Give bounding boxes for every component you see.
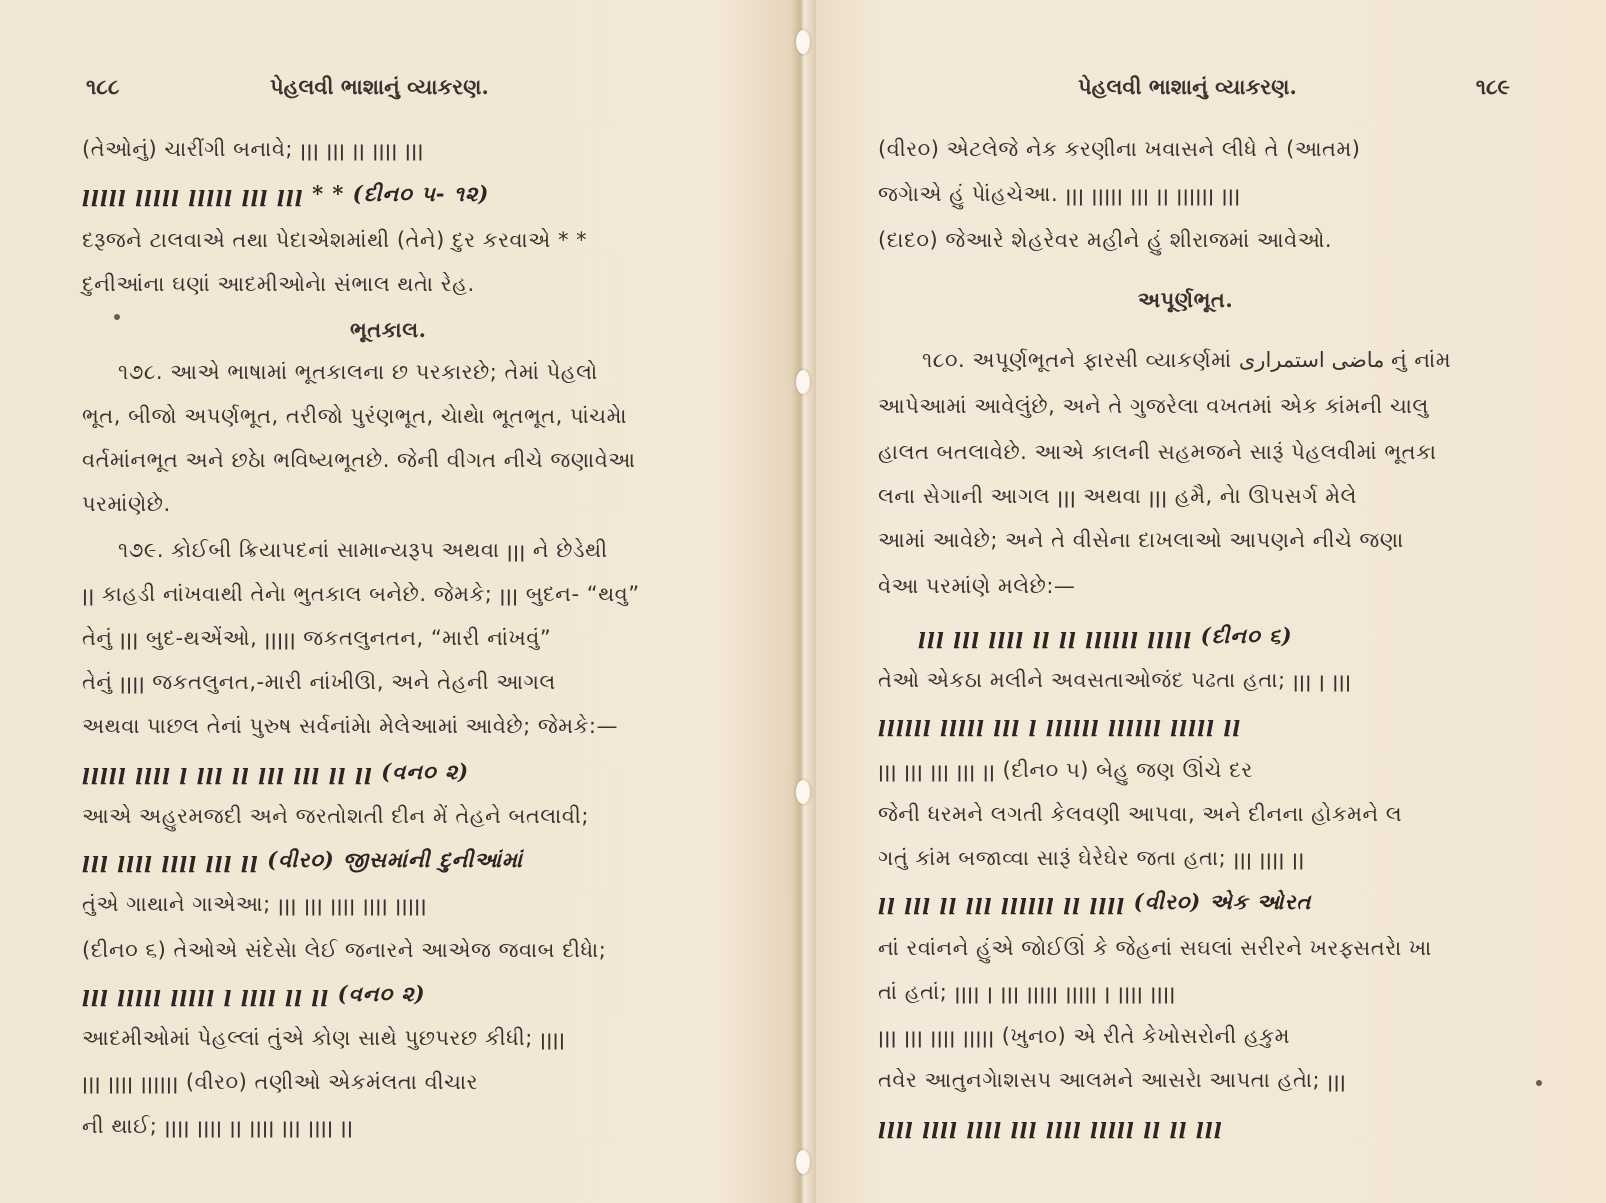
- text-line: ૧૭૮. આએ ભાષામાં ભૂતકાલના છ પરકારછે; તેમાં પેહલો: [118, 360, 598, 384]
- text-line: આમાં આવેછે; અને તે વીસેના દાખલાઓ આપણને નીચે જણા: [878, 528, 1404, 552]
- text-line: તેઓ એકઠા મલીને અવસતાઓજંદ પઢતા હતા; ꞁꞁꞁ ꞁ ꞁꞁꞁ: [878, 668, 1352, 692]
- text-line: વેઆ પરમાંણે મલેછે:—: [878, 574, 1076, 598]
- text-line: ꞁꞁꞁ ꞁꞁꞁ ꞁꞁꞁ ꞁꞁꞁ ꞁꞁ (દીન૦ ૫) બેહુ જણ ઊંચે દર: [878, 758, 1253, 782]
- text-line: દુનીઆંના ઘણાં આદમીઓનેા સંભાલ થતેા રેહ.: [82, 272, 475, 296]
- text-line: ꞁꞁꞁ ꞁꞁꞁ ꞁꞁꞁꞁ ꞁꞁꞁꞁꞁ (ખુન૦) એ રીતે કેખોસરોની હકુમ: [878, 1024, 1290, 1048]
- text-line: ꞁꞁꞁꞁ ꞁꞁꞁꞁ ꞁꞁꞁꞁ ꞁꞁꞁ ꞁꞁꞁꞁ ꞁꞁꞁꞁꞁ ꞁꞁ ꞁꞁ ꞁꞁꞁ: [878, 1113, 1223, 1138]
- page-number: ૧૮૮: [86, 74, 120, 99]
- text-line: આદમીઓમાં પેહલ્લાં તુંએ કોણ સાથે પુછપરછ કીધી; ꞁꞁꞁꞁ: [82, 1026, 566, 1050]
- section-heading: ભૂતકાલ.: [350, 317, 427, 342]
- text-line: વર્તમાંનભૂત અને છઠેા ભવિષ્યભૂતછે. જેની વીગત નીચે જણાવેઆ: [82, 448, 636, 472]
- text-line: ꞁꞁ કાહડી નાંખવાથી તેનેા ભુતકાલ બનેછે. જેમકે; ꞁꞁꞁ બુદન- “થવુ”: [82, 582, 640, 606]
- text-line: આપેઆમાં આવેલુંછે, અને તે ગુજરેલા વખતમાં એક કાંમની ચાલુ: [878, 394, 1429, 418]
- text-line: ꞁꞁꞁ ꞁꞁꞁꞁ ꞁꞁꞁꞁꞁꞁ (વીર૦) તણીઓ એકમંલતા વીચાર: [82, 1070, 478, 1094]
- text-line: લના સેગાની આગલ ꞁꞁꞁ અથવા ꞁꞁꞁ હમૈ, નેા ઊપસર્ગ મેલે: [878, 484, 1357, 508]
- running-title: પેહલવી ભાશાનું વ્યાકરણ.: [270, 74, 489, 99]
- text-line: હાલત બતલાવેછે. આએ કાલની સહમજને સારૂં પેહલવીમાં ભૂતકા: [878, 440, 1437, 464]
- text-line: (વીર૦) એટલેજે નેક કરણીના ખવાસને લીધે તે (આતમ): [878, 137, 1361, 161]
- text-line: જગેાએ હું પેાંહચેઆ. ꞁꞁꞁ ꞁꞁꞁꞁꞁ ꞁꞁꞁ ꞁꞁ ꞁꞁꞁꞁꞁꞁ ꞁꞁꞁ: [878, 182, 1241, 206]
- text-line: ꞁꞁ ꞁꞁꞁ ꞁꞁ ꞁꞁꞁ ꞁꞁꞁꞁꞁꞁ ꞁꞁ ꞁꞁꞁꞁ (વીર૦) એક ઓરત: [878, 889, 1312, 914]
- text-line: તુંએ ગાથાને ગાએઆ; ꞁꞁꞁ ꞁꞁꞁ ꞁꞁꞁꞁ ꞁꞁꞁꞁ ꞁꞁꞁꞁꞁ: [82, 892, 427, 916]
- binding-stitch: [796, 780, 810, 804]
- text-line: ꞁꞁꞁꞁꞁ ꞁꞁꞁꞁꞁ ꞁꞁꞁꞁꞁ ꞁꞁꞁ ꞁꞁꞁ * * (દીન૦ ૫- ૧૨): [82, 181, 490, 206]
- text-line: ૧૮૦. અપૂર્ણભૂતને ફારસી વ્યાકર્ણમાં ماضی استمراری નું નાંમ: [922, 348, 1452, 372]
- page-header: [816, 74, 1606, 110]
- text-line: ની થાઈ; ꞁꞁꞁꞁ ꞁꞁꞁꞁ ꞁꞁ ꞁꞁꞁꞁ ꞁꞁꞁ ꞁꞁꞁꞁ ꞁꞁ: [82, 1114, 354, 1138]
- text-line: ꞁꞁꞁ ꞁꞁꞁ ꞁꞁꞁꞁ ꞁꞁ ꞁꞁ ꞁꞁꞁꞁꞁꞁ ꞁꞁꞁꞁꞁ (દીન૦ ૬): [918, 623, 1293, 648]
- section-heading: અપૂર્ણભૂત.: [1138, 287, 1234, 312]
- page-header: [0, 74, 790, 110]
- paper-spot: [1536, 1080, 1542, 1086]
- text-line: (તેઓનું) ચારીંગી બનાવે; ꞁꞁꞁ ꞁꞁꞁ ꞁꞁ ꞁꞁꞁꞁ ꞁꞁꞁ: [82, 137, 424, 161]
- book-gutter: [790, 0, 816, 1203]
- right-page: [816, 0, 1606, 1203]
- text-line: ꞁꞁꞁꞁꞁꞁ ꞁꞁꞁꞁꞁ ꞁꞁꞁ ꞁ ꞁꞁꞁꞁꞁꞁ ꞁꞁꞁꞁꞁꞁ ꞁꞁꞁꞁꞁ ꞁꞁ: [878, 711, 1242, 736]
- text-line: તેનું ꞁꞁꞁꞁ જકતલુનત,-મારી નાંખીઊ, અને તેહની આગલ: [82, 670, 556, 694]
- page-number: ૧૮૯: [1475, 74, 1510, 99]
- binding-stitch: [796, 1150, 810, 1174]
- paper-spot: [114, 314, 120, 320]
- binding-stitch: [796, 370, 810, 394]
- left-page: [0, 0, 790, 1203]
- binding-stitch: [796, 30, 810, 54]
- text-line: ꞁꞁꞁ ꞁꞁꞁꞁ ꞁꞁꞁꞁ ꞁꞁꞁ ꞁꞁ (વીર૦) જીસમાંની દુનીઆંમાં: [82, 847, 523, 872]
- text-line: તવેર આતુનગેાશસપ આલમને આસરેા આપતા હતેા; ꞁꞁꞁ: [878, 1068, 1347, 1092]
- text-line: ભૂત, બીજો અપર્ણભૂત, તરીજો પુરંણભૂત, ચેાથેા ભૂતભૂત, પાંચમેા: [82, 404, 628, 428]
- text-line: દરૂજને ટાલવાએ તથા પેદાએશમાંથી (તેને) દુર કરવાએ * *: [82, 228, 588, 252]
- text-line: ૧૭૯. કોઈબી ક્રિયાપદનાં સામાન્યરૂપ અથવા ꞁꞁꞁ ને છેડેથી: [118, 538, 608, 562]
- text-line: ગતું કાંમ બજાવ્વા સારૂં ઘેરેઘેર જતા હતા; ꞁꞁꞁ ꞁꞁꞁꞁ ꞁꞁ: [878, 846, 1305, 870]
- text-line: અથવા પાછલ તેનાં પુરુષ સર્વનાંમેા મેલેઆમાં આવેછે; જેમકે:—: [82, 714, 619, 738]
- text-line: પરમાંણેછે.: [82, 492, 171, 516]
- text-line: (દાદ૦) જેઆરે શેહરેવર મહીને હું શીરાજમાં આવેઓ.: [878, 228, 1333, 252]
- text-line: ꞁꞁꞁꞁꞁ ꞁꞁꞁꞁ ꞁ ꞁꞁꞁ ꞁꞁ ꞁꞁꞁ ꞁꞁꞁ ꞁꞁ ꞁꞁ (વન૦ ૨): [82, 759, 470, 784]
- text-line: જેની ધરમને લગતી કેલવણી આપવા, અને દીનના હોકમને લ: [878, 802, 1403, 826]
- text-line: તેનું ꞁꞁꞁ બુદ-થએંઓ, ꞁꞁꞁꞁꞁ જકતલુનતન, “મારી નાંખવું”: [82, 626, 552, 650]
- text-line: નાં રવાંનને હુંએ જોઈઊં કે જેહનાં સઘલાં સરીરને ખરફ્સતરેા ખા: [878, 936, 1432, 960]
- text-line: તાં હતાં; ꞁꞁꞁꞁ ꞁ ꞁꞁꞁ ꞁꞁꞁꞁꞁ ꞁꞁꞁꞁꞁ ꞁ ꞁꞁꞁꞁ ꞁꞁꞁꞁ: [878, 980, 1176, 1004]
- text-line: ꞁꞁꞁ ꞁꞁꞁꞁꞁ ꞁꞁꞁꞁꞁ ꞁ ꞁꞁꞁꞁ ꞁꞁ ꞁꞁ (વન૦ ૨): [82, 981, 426, 1006]
- running-title: પેહલવી ભાશાનું વ્યાકરણ.: [1078, 74, 1297, 99]
- text-line: આએ અહુરમજદી અને જરતોશતી દીન મેં તેહને બતલાવી;: [82, 804, 589, 828]
- text-line: (દીન૦ ૬) તેઓએ સંદેસેા લેઈ જનારને આએજ જવાબ દીધેા;: [82, 938, 607, 962]
